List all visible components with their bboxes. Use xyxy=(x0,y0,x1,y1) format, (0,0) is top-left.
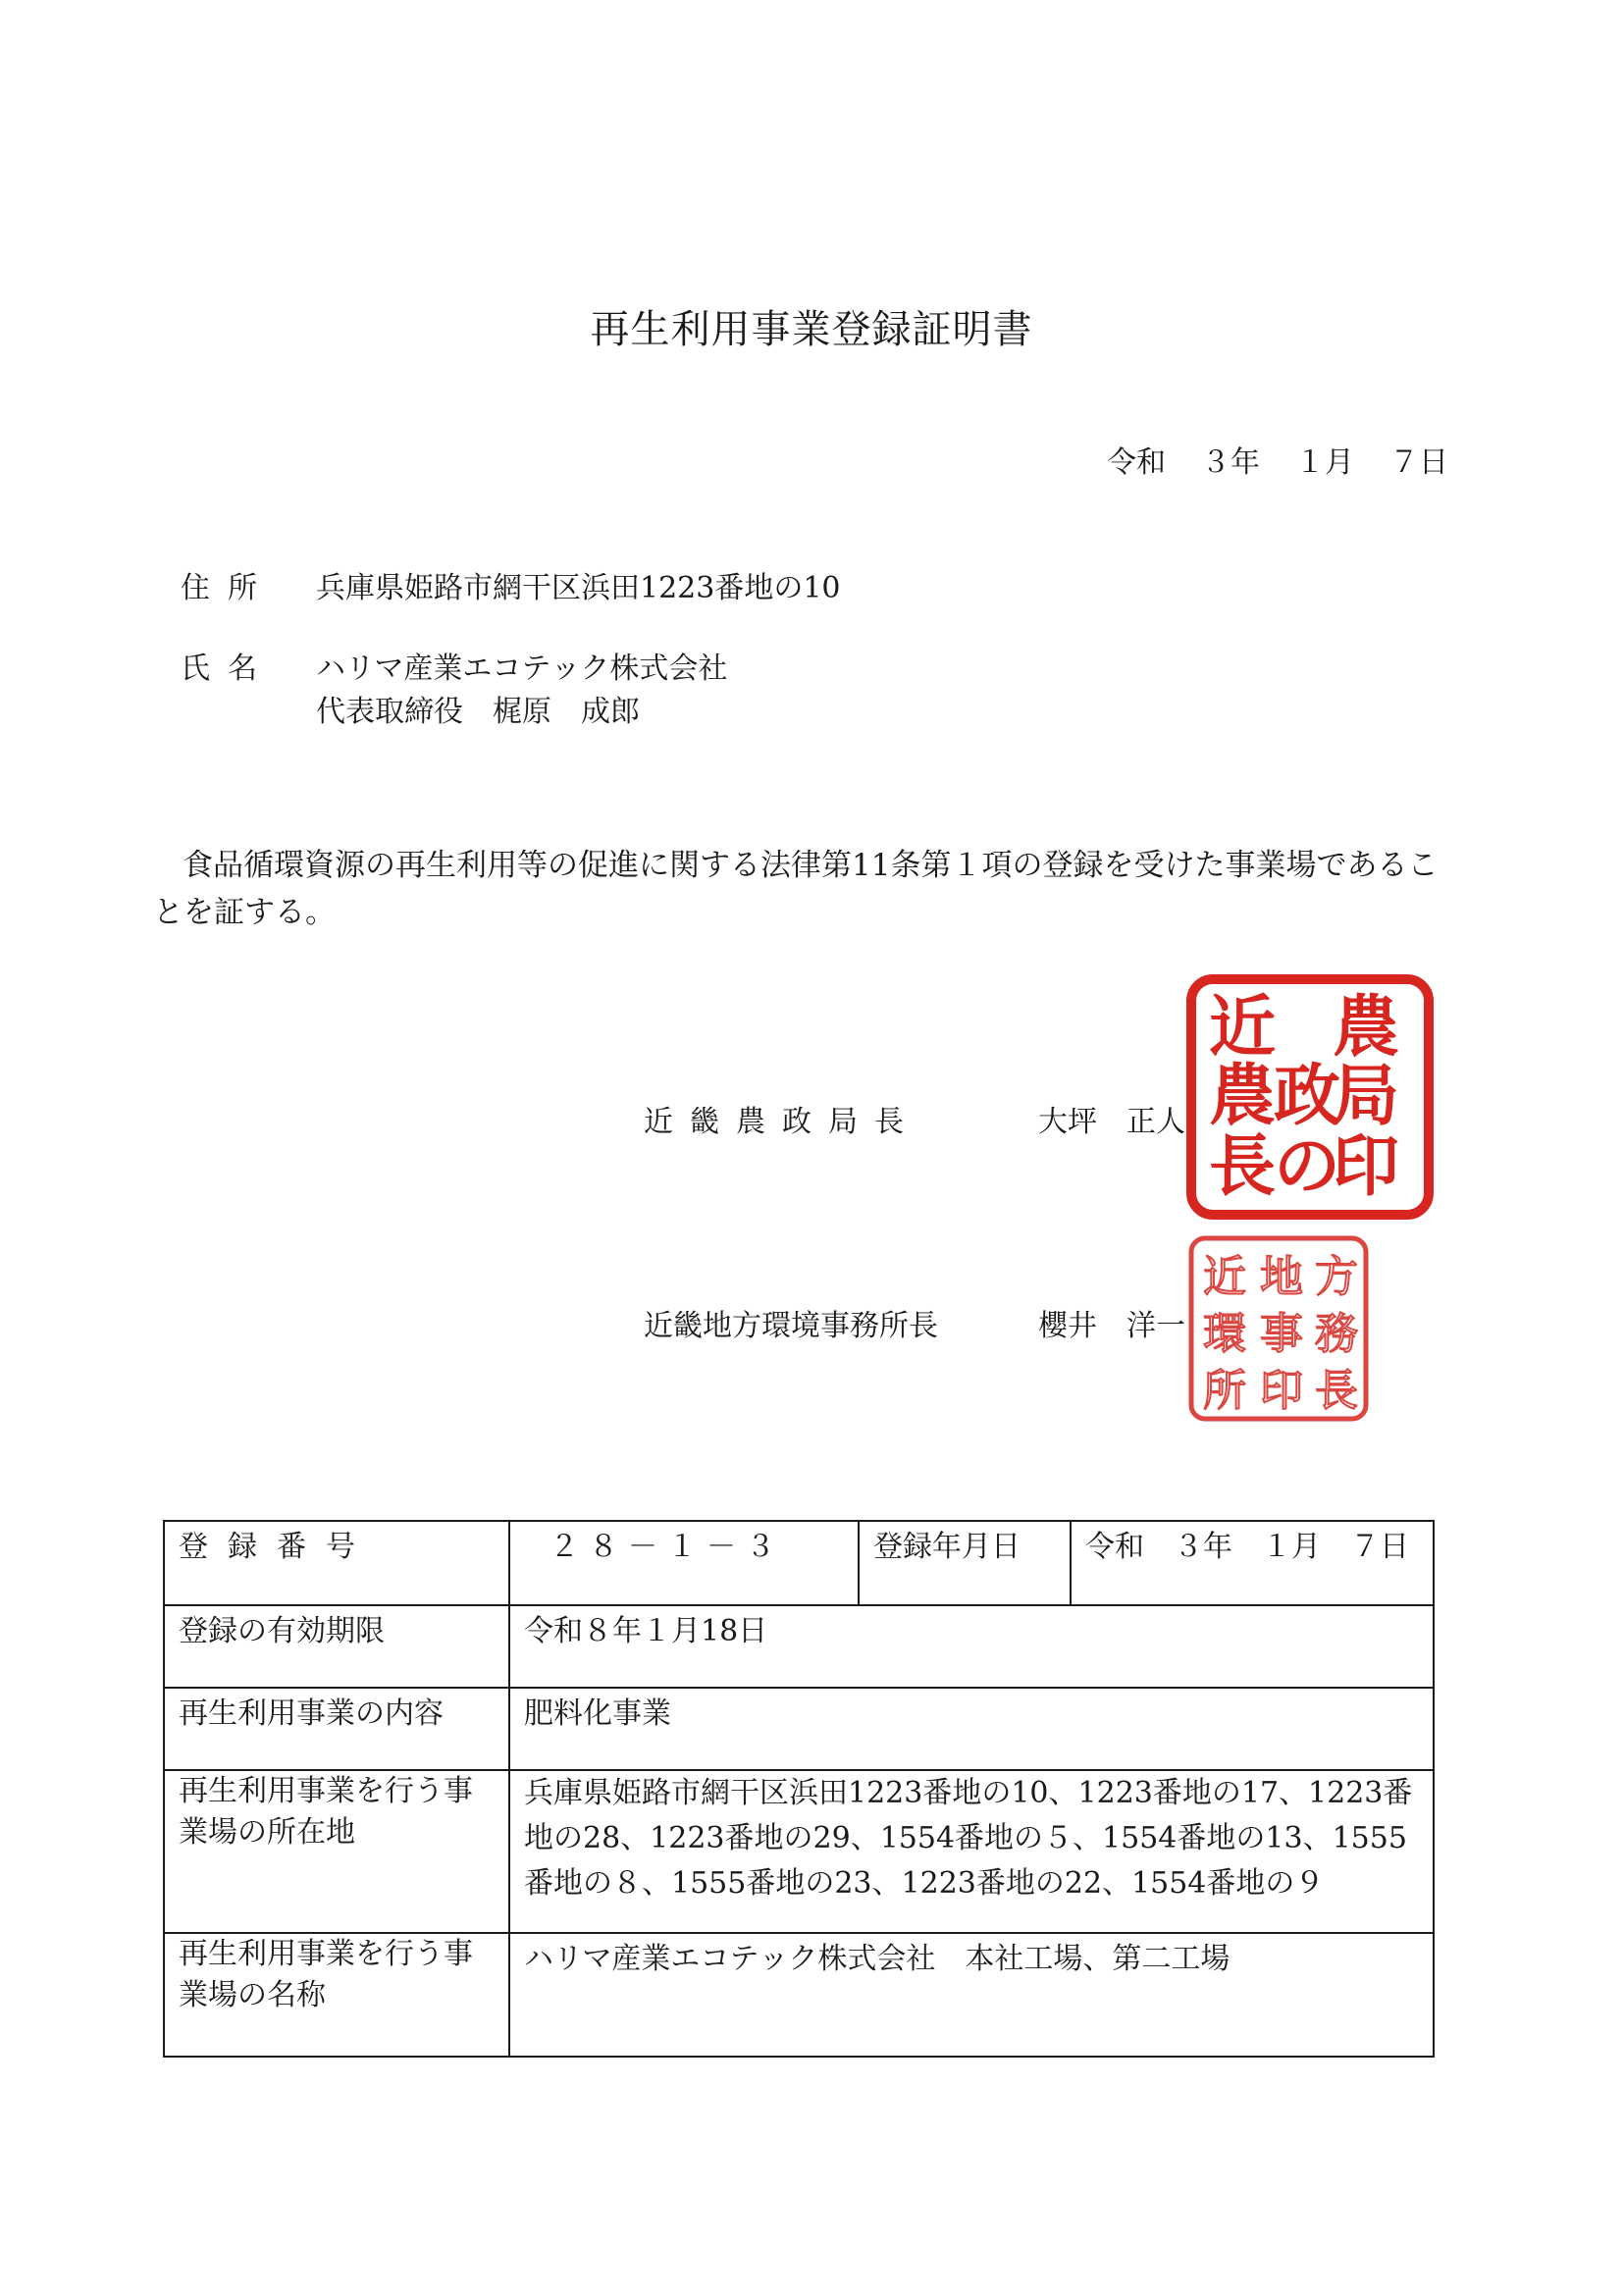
content-label: 再生利用事業の内容 xyxy=(164,1688,509,1770)
table-row xyxy=(164,1605,1434,1688)
issue-date xyxy=(1107,438,1448,481)
site-name-label: 再生利用事業を行う事業場の名称 xyxy=(179,1937,473,2012)
reg-number-label: 登録番号 xyxy=(164,1521,509,1605)
validity-value: 令和８年１月18日 xyxy=(509,1605,1434,1688)
svg-text:務: 務 xyxy=(1315,1309,1358,1359)
reg-number-value: ２８－１－３ xyxy=(509,1521,859,1605)
address-label: 住所 xyxy=(181,571,275,605)
official-1-name: 大坪 正人 xyxy=(1038,1105,1185,1139)
svg-text:事: 事 xyxy=(1260,1309,1303,1359)
company-name: ハリマ産業エコテック株式会社 xyxy=(316,652,728,686)
table-row xyxy=(164,1688,1434,1770)
issue-date-era: 令和 xyxy=(1107,445,1166,480)
svg-text:長: 長 xyxy=(1315,1366,1358,1416)
svg-text:所: 所 xyxy=(1203,1366,1246,1416)
reg-date-value: 令和 ３年 １月 ７日 xyxy=(1071,1521,1434,1605)
svg-text:の: の xyxy=(1274,1127,1341,1206)
issue-date-month: １月 xyxy=(1295,445,1354,480)
site-name-value: ハリマ産業エコテック株式会社 本社工場、第二工場 xyxy=(509,1933,1434,2057)
svg-text:農: 農 xyxy=(1333,988,1400,1067)
certification-statement: 食品循環資源の再生利用等の促進に関する法律第11条第１項の登録を受けた事業場であることを証する。 xyxy=(153,848,1439,930)
seal-1-stamp xyxy=(1183,971,1437,1223)
content-value: 肥料化事業 xyxy=(509,1688,1434,1770)
location-label: 再生利用事業を行う事業場の所在地 xyxy=(179,1774,473,1850)
svg-text:近: 近 xyxy=(1209,988,1277,1067)
official-2-name: 櫻井 洋一 xyxy=(1038,1309,1185,1343)
svg-text:長: 長 xyxy=(1209,1127,1277,1206)
validity-label: 登録の有効期限 xyxy=(164,1605,509,1688)
issue-date-day: ７日 xyxy=(1389,445,1448,480)
representative-name: 代表取締役 梶原 成郎 xyxy=(316,695,640,729)
seal-2-stamp xyxy=(1185,1232,1372,1425)
table-row xyxy=(164,1770,1434,1933)
svg-text:印: 印 xyxy=(1260,1366,1303,1416)
svg-text:近: 近 xyxy=(1203,1252,1246,1302)
table-row xyxy=(164,1933,1434,2057)
svg-text:局: 局 xyxy=(1333,1057,1400,1135)
svg-text:方: 方 xyxy=(1315,1252,1358,1302)
reg-date-label: 登録年月日 xyxy=(859,1521,1071,1605)
address-value: 兵庫県姫路市網干区浜田1223番地の10 xyxy=(316,571,841,605)
svg-text:地: 地 xyxy=(1260,1252,1303,1302)
official-2-title: 近畿地方環境事務所長 xyxy=(644,1309,938,1343)
svg-text:農: 農 xyxy=(1209,1057,1277,1135)
svg-text:政: 政 xyxy=(1274,1057,1341,1135)
name-label: 氏名 xyxy=(181,652,275,686)
registration-table xyxy=(163,1520,1435,2058)
official-1-title: 近畿農政局長 xyxy=(644,1105,920,1139)
svg-text:印: 印 xyxy=(1333,1127,1400,1206)
location-value: 兵庫県姫路市網干区浜田1223番地の10、1223番地の17、1223番地の28、1223番地の29、1554番地の５、1554番地の13、1555番地の８、1555番地の23、1223番地の22、1554番地の９ xyxy=(524,1776,1413,1901)
document-title: 再生利用事業登録証明書 xyxy=(590,307,1033,352)
table-row xyxy=(164,1521,1434,1605)
svg-text:環: 環 xyxy=(1203,1309,1246,1359)
issue-date-year: ３年 xyxy=(1201,445,1260,480)
